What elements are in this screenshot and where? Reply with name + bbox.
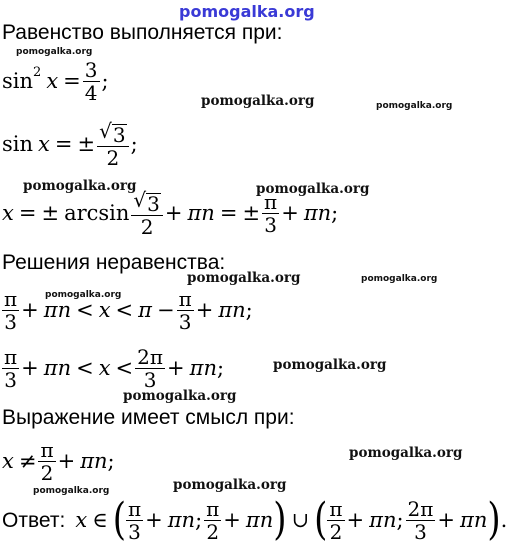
op-plus: + <box>437 508 456 532</box>
radicand: 3 <box>112 123 126 147</box>
fraction <box>135 347 165 390</box>
semicolon: ; <box>107 449 115 473</box>
op-eq: = <box>54 132 73 156</box>
paren-close: ) <box>273 493 287 546</box>
answer-line <box>2 493 507 546</box>
equation-sin-squared <box>2 60 109 103</box>
fraction <box>97 121 128 168</box>
op-lt: < <box>76 356 94 380</box>
denominator: 2 <box>206 520 220 544</box>
pi: π <box>138 298 152 322</box>
term-pi-n: πn <box>43 356 72 380</box>
watermark: pomogalka.org <box>23 178 137 194</box>
fraction <box>406 499 436 542</box>
func-sin: sin <box>2 132 34 156</box>
term-pi-n: πn <box>460 508 488 532</box>
fraction <box>131 190 162 237</box>
sqrt-expression <box>97 121 128 147</box>
watermark: pomogalka.org <box>256 181 370 197</box>
op-plus: + <box>145 508 163 532</box>
fraction <box>177 289 194 332</box>
op-minus: − <box>156 298 175 322</box>
denominator: 2 <box>329 520 343 544</box>
fraction <box>327 499 344 542</box>
op-plus: + <box>21 356 39 380</box>
var-x: x <box>2 201 14 225</box>
fraction <box>38 440 55 483</box>
denominator: 2 <box>106 146 120 170</box>
denominator: 3 <box>143 368 157 392</box>
term-pi-n: πn <box>218 298 246 322</box>
op-plus: + <box>346 508 365 532</box>
op-eq: = <box>18 201 37 225</box>
paren-open: ( <box>112 493 126 546</box>
watermark: pomogalka.org <box>376 101 453 111</box>
op-plus: + <box>223 508 241 532</box>
op-plus: + <box>21 298 39 322</box>
denominator: 3 <box>264 213 277 237</box>
denominator: 3 <box>4 310 17 334</box>
op-eq: = <box>63 69 81 93</box>
op-eq: = <box>219 201 238 225</box>
op-plus: + <box>57 449 76 473</box>
var-x: x <box>98 356 111 380</box>
op-lt: < <box>76 298 94 322</box>
numerator: π <box>178 287 192 311</box>
denominator: 2 <box>40 461 54 485</box>
term-pi-n: πn <box>43 298 72 322</box>
watermark: pomogalka.org <box>349 445 463 461</box>
fraction <box>83 60 100 103</box>
inequality-2 <box>2 347 224 390</box>
op-lt: < <box>115 356 134 380</box>
fraction <box>126 499 143 542</box>
watermark: pomogalka.org <box>361 274 438 284</box>
op-neq: ≠ <box>18 449 37 473</box>
inequality-1 <box>2 289 253 332</box>
denominator: 3 <box>128 520 141 544</box>
watermark: pomogalka.org <box>201 93 315 109</box>
term-pi-n: πn <box>187 201 215 225</box>
fraction <box>2 289 19 332</box>
op-plus: + <box>167 356 185 380</box>
sqrt-expression <box>131 190 162 216</box>
op-plus: + <box>281 201 299 225</box>
numerator: 2π <box>407 497 434 521</box>
numerator: π <box>127 497 142 521</box>
denominator: 3 <box>414 520 427 544</box>
sqrt-icon: √ <box>133 188 147 212</box>
numerator: π <box>40 438 54 462</box>
op-in: ∈ <box>92 508 108 532</box>
domain-condition <box>2 440 115 483</box>
exponent: 2 <box>33 65 42 80</box>
watermark: pomogalka.org <box>123 388 237 404</box>
radicand: 3 <box>147 192 160 216</box>
op-pm: ± <box>77 132 96 156</box>
numerator: π <box>329 497 343 521</box>
var-x: x <box>38 132 50 156</box>
fraction <box>2 347 19 390</box>
op-lt: < <box>115 298 134 322</box>
term-pi-n: πn <box>167 508 196 532</box>
paren-open: ( <box>314 493 328 546</box>
denominator: 3 <box>178 310 192 334</box>
heading-equality: Равенство выполняется при: <box>2 21 283 44</box>
numerator: π <box>206 497 220 521</box>
watermark: pomogalka.org <box>45 290 122 300</box>
equation-arcsin <box>2 190 338 237</box>
denominator: 3 <box>4 368 17 392</box>
semicolon: ; <box>101 69 109 93</box>
func-arcsin: arcsin <box>64 201 130 225</box>
op-pm: ± <box>242 201 261 225</box>
op-plus: + <box>195 298 214 322</box>
semicolon: ; <box>216 356 225 380</box>
numerator: π <box>4 287 18 311</box>
numerator: π <box>4 345 18 369</box>
watermark-top: pomogalka.org <box>179 2 315 21</box>
denominator: 4 <box>84 81 98 105</box>
term-pi-n: πn <box>303 201 332 225</box>
term-pi-n: πn <box>245 508 274 532</box>
paren-close: ) <box>487 493 501 546</box>
numerator: 3 <box>84 58 98 82</box>
op-plus: + <box>164 201 183 225</box>
numerator: 2π <box>137 345 164 369</box>
term-pi-n: πn <box>189 356 217 380</box>
numerator: π <box>264 190 278 214</box>
watermark: pomogalka.org <box>173 477 287 493</box>
semicolon: ; <box>195 508 203 532</box>
semicolon: ; <box>331 201 339 225</box>
op-pm: ± <box>41 201 60 225</box>
watermark: pomogalka.org <box>273 357 387 373</box>
term-pi-n: πn <box>369 508 397 532</box>
semicolon: ; <box>130 132 138 156</box>
fraction <box>262 192 279 235</box>
var-x: x <box>75 508 88 532</box>
sqrt-icon: √ <box>99 119 112 143</box>
heading-inequality: Решения неравенства: <box>2 251 226 274</box>
equation-sin-x <box>2 121 138 168</box>
semicolon: ; <box>245 298 253 322</box>
var-x: x <box>98 298 111 322</box>
func-sin: sin <box>2 69 34 93</box>
op-cup: ∪ <box>291 508 310 532</box>
answer-label: Ответ: <box>2 509 66 532</box>
semicolon: ; <box>396 508 404 532</box>
watermark: pomogalka.org <box>33 486 110 496</box>
var-x: x <box>46 69 59 93</box>
heading-domain: Выражение имеет смысл при: <box>2 406 295 429</box>
var-x: x <box>2 449 14 473</box>
denominator: 2 <box>140 215 154 239</box>
period: . <box>500 508 507 532</box>
term-pi-n: πn <box>80 449 108 473</box>
watermark: pomogalka.org <box>16 47 93 57</box>
watermark: pomogalka.org <box>187 270 301 286</box>
fraction <box>204 499 221 542</box>
